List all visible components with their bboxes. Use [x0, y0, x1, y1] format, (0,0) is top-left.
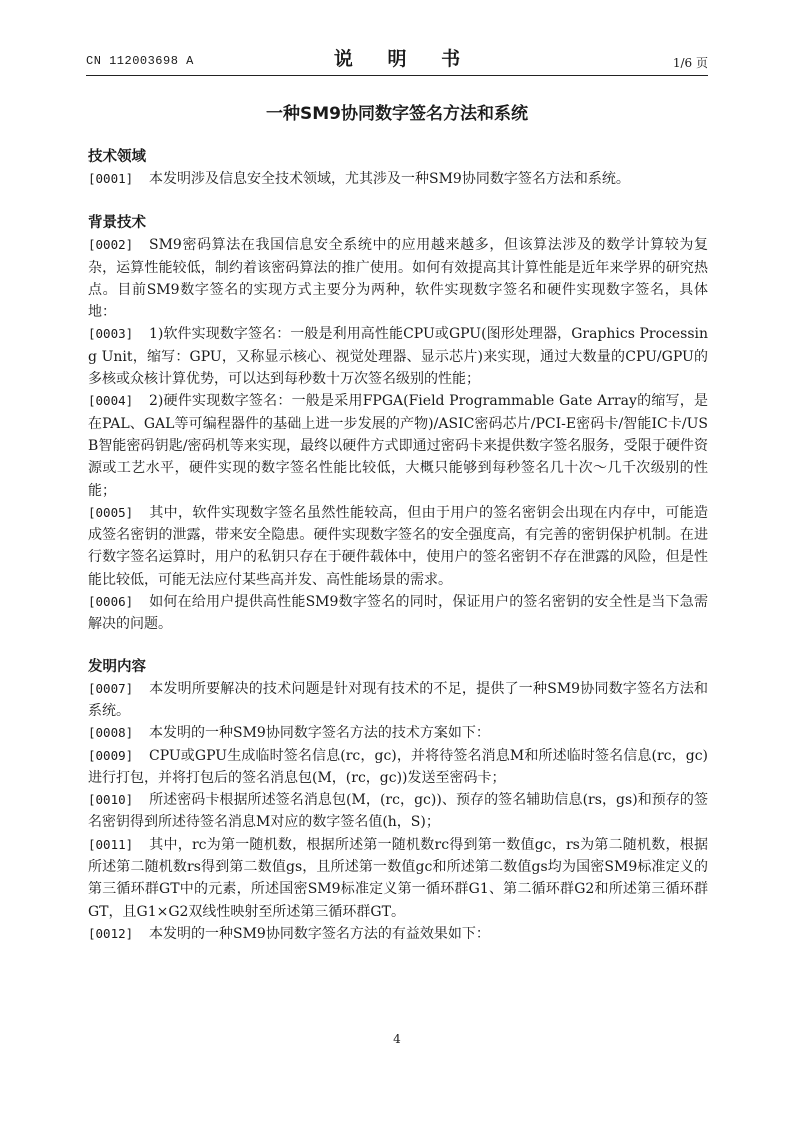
paragraph-number: [0001] [88, 171, 134, 186]
header-rule [86, 75, 708, 76]
document-section-title: 说 明 书 [333, 48, 475, 70]
paragraph [88, 234, 708, 323]
section-heading: 技术领域 [88, 149, 146, 165]
paragraph-text: 所述密码卡根据所述签名消息包(M，(rc，gc))、预存的签名辅助信息(rs，gs)和预存的签名密钥得到所述待签名消息M对应的数字签名值(h，S)； [88, 792, 708, 831]
paragraph [88, 591, 708, 636]
paragraph-text: 本发明涉及信息安全技术领域，尤其涉及一种SM9协同数字签名方法和系统。 [149, 171, 630, 187]
paragraph [88, 923, 708, 945]
paragraph-number: [0004] [88, 393, 134, 409]
paragraph-number: [0010] [88, 792, 134, 808]
paragraph [88, 745, 708, 790]
paragraph-text: SM9密码算法在我国信息安全系统中的应用越来越多，但该算法涉及的数学计算较为复杂，运算性能较低，制约着该密码算法的推广使用。如何有效提高其计算性能是近年来学界的研究热点。目前SM9数字签名的实现方式主要分为两种，软件实现数字签名和硬件实现数字签名，具体地： [88, 237, 708, 321]
paragraph-number: [0002] [88, 237, 134, 253]
page-number-footer: 4 [393, 1032, 401, 1046]
paragraph-number: [0006] [88, 594, 134, 610]
section-technical-field [88, 146, 708, 190]
paragraph-text: 本发明的一种SM9协同数字签名方法的技术方案如下： [149, 725, 490, 742]
section-summary [88, 656, 708, 946]
page-header [86, 44, 708, 74]
paragraph-text: 其中，rc为第一随机数，根据所述第一随机数rc得到第一数值gc，rs为第二随机数，根据所述第二随机数rs得到第二数值gs，且所述第一数值gc和所述第二数值gs均为国密SM9标准定义的第三循环群GT中的元素，所述国密SM9标准定义第一循环群G1、第二循环群G2和所述第三循环群GT，且G1×G2双线性映射至所述第三循环群GT。 [88, 836, 708, 920]
paragraph-text: 本发明的一种SM9协同数字签名方法的有益效果如下： [149, 925, 490, 942]
paragraph [88, 168, 708, 190]
paragraph-number: [0007] [88, 680, 134, 696]
page-indicator: 1/6 页 [672, 56, 708, 70]
paragraph [88, 678, 708, 723]
paragraph-number: [0008] [88, 725, 134, 741]
section-heading: 发明内容 [88, 658, 146, 675]
paragraph-text: CPU或GPU生成临时签名信息(rc，gc)，并将待签名消息M和所述临时签名信息(rc，gc)进行打包，并将打包后的签名消息包(M，(rc，gc))发送至密码卡； [88, 747, 708, 786]
paragraph [88, 323, 708, 390]
paragraph-number: [0009] [88, 747, 134, 763]
publication-number: CN 112003698 A [86, 54, 194, 68]
paragraph-number: [0011] [88, 836, 134, 852]
paragraph [88, 834, 708, 923]
invention-title: 一种SM9协同数字签名方法和系统 [266, 104, 528, 124]
paragraph-number: [0012] [88, 925, 134, 941]
section-heading: 背景技术 [88, 215, 146, 232]
paragraph-text: 1)软件实现数字签名：一般是利用高性能CPU或GPU(图形处理器，Graphics Processing Unit，缩写：GPU，又称显示核心、视觉处理器、显示芯片)来实现，通过大数量的CPU/GPU的多核或众核计算优势，可以达到每秒数十万次签名级别的性能； [88, 326, 708, 388]
paragraph [88, 789, 708, 834]
paragraph [88, 502, 708, 591]
paragraph-text: 其中，软件实现数字签名虽然性能较高，但由于用户的签名密钥会出现在内存中，可能造成签名密钥的泄露，带来安全隐患。硬件实现数字签名的安全强度高，有完善的密钥保护机制。在进行数字签名运算时，用户的私钥只存在于硬件载体中，使用户的签名密钥不存在泄露的风险，但是性能比较低，可能无法应付某些高并发、高性能场景的需求。 [88, 504, 708, 588]
paragraph-text: 如何在给用户提供高性能SM9数字签名的同时，保证用户的签名密钥的安全性是当下急需解决的问题。 [88, 594, 708, 633]
paragraph [88, 390, 708, 501]
paragraph-text: 2)硬件实现数字签名：一般是采用FPGA(Field Programmable Gate Array的缩写，是在PAL、GAL等可编程器件的基础上进一步发展的产物)/ASIC密码芯片/PCI-E密码卡/智能IC卡/USB智能密码钥匙/密码机等来实现，最终以硬件方式即通过密码卡来提供数字签名服务，受限于硬件资源或工艺水平，硬件实现的数字签名性能比较低，大概只能够到每秒签名几十次～几千次级别的性能； [88, 393, 708, 499]
paragraph-number: [0003] [88, 326, 134, 342]
paragraph-number: [0005] [88, 504, 134, 520]
paragraph [88, 722, 708, 744]
document-body [88, 146, 708, 945]
section-background [88, 212, 708, 635]
paragraph-text: 本发明所要解决的技术问题是针对现有技术的不足，提供了一种SM9协同数字签名方法和系统。 [88, 680, 708, 719]
